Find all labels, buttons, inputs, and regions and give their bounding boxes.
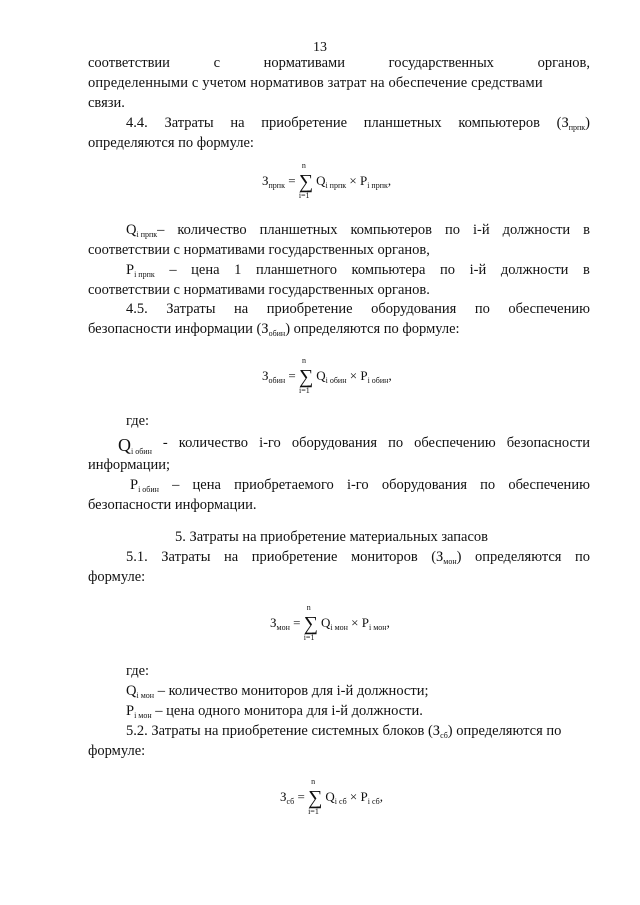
formula-sb: $З_{сб}$ = ∑ n i=1 $Q_{i сб} \times P_{i сб}$,: [280, 777, 383, 816]
formula-prpk: $З_{прпк}$ = ∑ n i=1 $Q_{i прпк} \times P_{i прпк}$,: [262, 161, 392, 200]
formula-obin: $З_{обин}$ = ∑ n i=1 $Q_{i обин} \times P_{i обин}$,: [262, 356, 392, 395]
p-prpk-definition-line-1: $P_{i прпк}$ – цена 1 планшетного компьютера по i-й должности в: [126, 262, 590, 279]
section-5-1-line-1: 5.1. Затраты на приобретение мониторов $(З_{мон})$ определяются по: [126, 549, 590, 566]
word: на: [230, 115, 245, 131]
sum-icon: ∑ n i=1: [308, 777, 323, 816]
p-mon-definition: $P_{i мон}$ – цена одного монитора для i-й должности.: [126, 703, 423, 720]
word: нормативами: [263, 55, 345, 71]
word: планшетных: [363, 115, 442, 131]
word: компьютеров: [458, 115, 540, 131]
section-5-title: 5. Затраты на приобретение материальных запасов: [175, 529, 489, 545]
paragraph-1-line-1: [88, 55, 590, 72]
section-4-4-line-1: [126, 115, 590, 132]
formula-mon: $З_{мон}$ = ∑ n i=1 $Q_{i мон} \times P_{i мон}$,: [270, 603, 390, 642]
section-4-5-line-2: безопасности информации $(З_{обин})$ определяются по формуле:: [88, 321, 460, 338]
page-number: 13: [313, 40, 327, 55]
word-with-sub: $(З_{прпк})$: [556, 115, 590, 132]
q-obin-definition-line-1: $Q_{i обин}$ - количество i-го оборудования по обеспечению безопасности: [118, 435, 590, 456]
variable: $Q_{i прпк}-$: [126, 222, 165, 239]
paragraph-1-line-3: связи.: [88, 95, 125, 111]
word: 4.4.: [126, 115, 148, 131]
p-obin-definition-line-2: безопасности информации.: [88, 497, 257, 513]
variable: $P_{i прпк}$: [126, 262, 155, 279]
p-prpk-definition-line-2: соответствии с нормативами государственных органов.: [88, 282, 430, 298]
sum-icon: ∑ n i=1: [299, 356, 314, 395]
q-obin-definition-line-2: информации;: [88, 457, 171, 473]
sum-icon: ∑ n i=1: [303, 603, 318, 642]
p-obin-definition-line-1: $P_{i обин}$ – цена приобретаемого i-го оборудования по обеспечению: [130, 477, 590, 494]
section-5-1-line-2: формуле:: [88, 569, 146, 585]
where-label-2: где:: [126, 663, 150, 679]
q-mon-definition: $Q_{i мон}$ – количество мониторов для i-й должности;: [126, 683, 429, 700]
word: государственных: [388, 55, 494, 71]
word: органов,: [537, 55, 590, 71]
word: с: [213, 55, 221, 71]
q-prpk-definition-line-2: соответствии с нормативами государственных органов,: [88, 242, 430, 258]
variable: $Q_{i обин}$: [118, 435, 152, 456]
word: приобретение: [261, 115, 348, 131]
paragraph-1-line-2: определенными с учетом нормативов затрат на обеспечение средствами: [88, 75, 543, 91]
word: соответствии: [88, 55, 170, 71]
section-4-5-line-1: 4.5. Затраты на приобретение оборудования по обеспечению: [126, 301, 590, 317]
sum-icon: ∑ n i=1: [298, 161, 314, 200]
section-5-2-line-2: формуле:: [88, 743, 146, 759]
q-prpk-definition-line-1: $Q_{i прпк}-$ количество планшетных компьютеров по i-й должности в: [126, 222, 590, 239]
word: Затраты: [164, 115, 214, 131]
where-label-1: где:: [126, 413, 150, 429]
section-4-4-line-2: определяются по формуле:: [88, 135, 254, 151]
section-5-2-line-1: 5.2. Затраты на приобретение системных блоков $(З_{сб})$ определяются по: [126, 723, 562, 740]
variable: $P_{i обин}$: [130, 477, 159, 494]
word-with-sub: $(З_{мон})$: [431, 549, 462, 566]
